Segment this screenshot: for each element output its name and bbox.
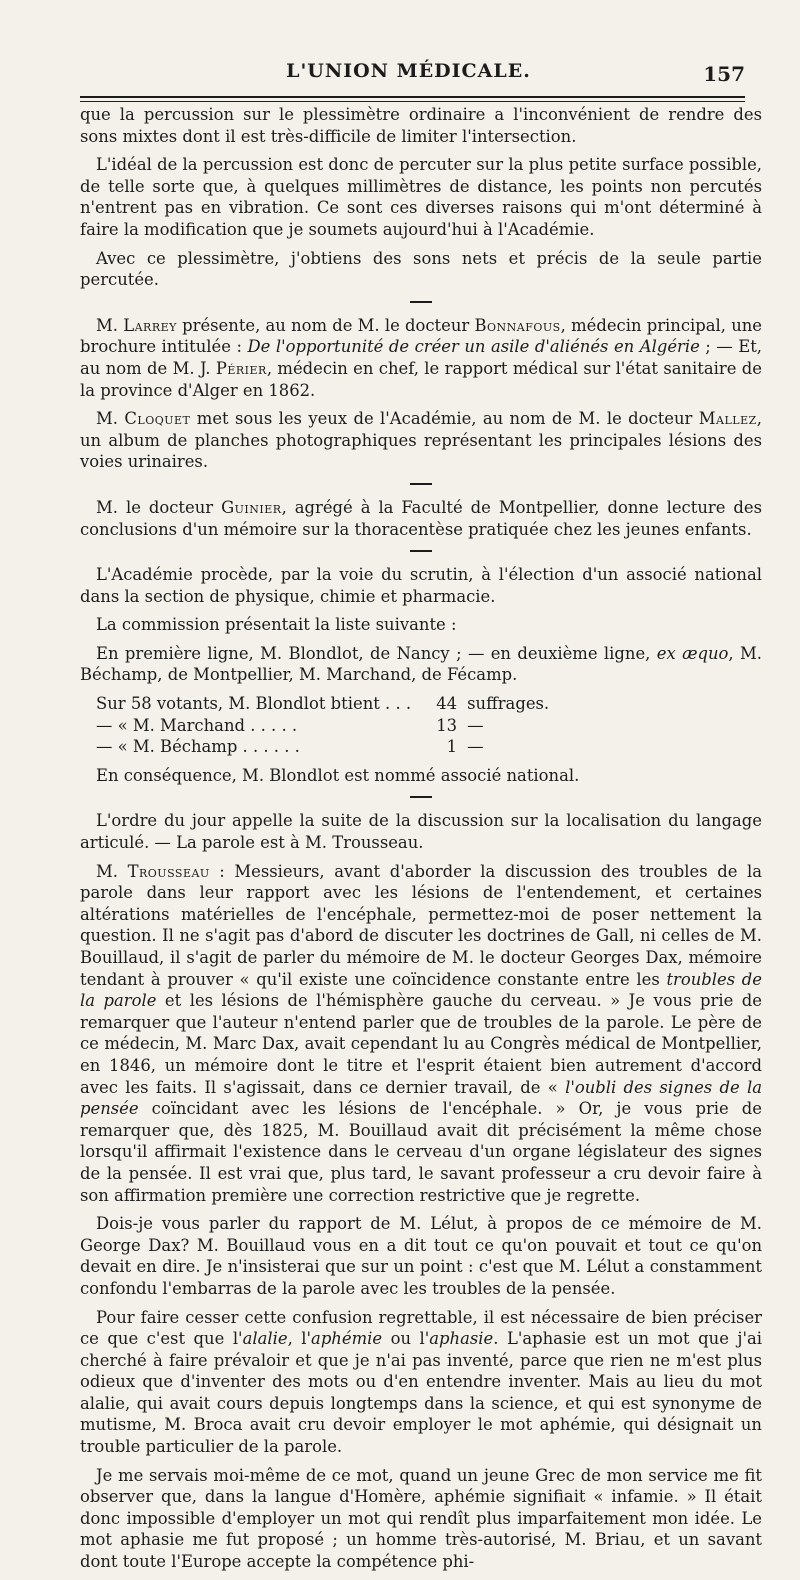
book-title: De l'opportunité de créer un asile d'aliénés en Algérie: [247, 337, 700, 357]
page-number: 157: [703, 62, 745, 86]
vote-unit: —: [467, 715, 484, 735]
person-name: Larrey: [123, 315, 177, 335]
table-row: [96, 736, 555, 758]
text: Pour faire cesser cette confusion regrettable, il est nécessaire de bien préciser ce que c'est que l': [80, 1307, 762, 1349]
paragraph: L'idéal de la percussion est donc de percuter sur la plus petite surface possible, de telle sorte que, à quelques millimètres de distance, les points non percutés n'entrent pas en vibration. Ce sont ces diverses raisons qui m'ont déterminé à faire la modification que je soumets aujourd'hui à l'Académie.: [80, 155, 762, 239]
vote-unit: —: [467, 737, 484, 757]
italic-phrase: troubles de la parole: [80, 969, 762, 1011]
text: , M. Béchamp, de Montpellier, M. Marchand, de Fécamp.: [80, 643, 762, 685]
article-body: [80, 104, 762, 1580]
text: ou l': [382, 1329, 430, 1349]
page-header: [72, 58, 745, 88]
text: M.: [96, 315, 124, 335]
text: M.: [96, 861, 128, 881]
text: , agrégé à la Faculté de Montpellier, donne lecture des conclusions d'un mémoire sur la thoracentèse pratiquée chez les jeunes enfants.: [80, 497, 762, 539]
paragraph-trousseau: [80, 861, 762, 1207]
text: , médecin en chef, le rapport médical sur l'état sanitaire de la province d'Alger en 1862.: [80, 358, 762, 400]
text: M. le docteur: [96, 497, 222, 517]
paragraph: Dois-je vous parler du rapport de M. Lélut, à propos de ce mémoire de M. George Dax? M. Bouillaud vous en a dit tout ce qu'on pouvait et tout ce qu'on devait en dire. Je n'insisterai que sur un point : c'est que M. Lélut a constamment confondu l'embarras de la parole avec les troubles de la pensée.: [80, 1214, 762, 1298]
vote-label: Sur 58 votants, M. Blondlot btient . . .: [96, 694, 412, 714]
text: présente, au nom de M. le docteur: [176, 315, 475, 335]
paragraph: Je me servais moi-même de ce mot, quand un jeune Grec de mon service me fit observer que, dans la langue d'Homère, aphémie signifiait « infamie. » Il était donc impossible d'employer un mot qui rendît plus imparfaitement mon idée. Le mot aphasie me fut proposé ; un homme très-autorisé, M. Briau, et un savant dont toute l'Europe accepte la compétence phi-: [80, 1465, 762, 1572]
paragraph: que la percussion sur le plessimètre ordinaire a l'inconvénient de rendre des sons mixtes dont il est très-difficile de limiter l'intersection.: [80, 105, 762, 146]
vote-count: 1: [446, 737, 458, 757]
text: M.: [96, 409, 125, 429]
header-rule: [80, 96, 745, 102]
person-name: Cloquet: [124, 409, 191, 429]
text: En première ligne, M. Blondlot, de Nancy ; — en deuxième ligne,: [96, 643, 657, 663]
paragraph: Avec ce plessimètre, j'obtiens des sons nets et précis de la seule partie percutée.: [80, 248, 762, 290]
person-name: Bonnafous: [474, 315, 561, 335]
vote-label: — « M. Béchamp . . . . . .: [96, 737, 300, 757]
text: et les lésions de l'hémisphère gauche du cerveau. » Je vous prie de remarquer que l'auteur n'entend parler que de troubles de la parole. Le père de ce médecin, M. Marc Dax, avait cependant lu au Congrès médical de Montpellier, en 1846, un mémoire dont le titre et l'esprit étaient bien autrement d'accord avec les faits. Il s'agissait, dans ce dernier travail, de «: [80, 991, 762, 1097]
paragraph: [80, 643, 762, 686]
paragraph-aphasie: [80, 1307, 762, 1458]
section-separator: [410, 483, 432, 485]
text: coïncidant avec les lésions de l'encéphale. » Or, je vous prie de remarquer que, dès 1825, M. Bouillaud avait dit précisément la même chose lorsqu'il affirmait l'existence dans le cerveau d'un organe législateur des signes de la pensée. Il est vrai que, plus tard, le savant professeur a cru devoir faire à son affirmation première une correction restrictive que je regrette.: [80, 1099, 762, 1205]
italic-term: alalie: [242, 1329, 288, 1349]
section-separator: [410, 796, 432, 798]
text: met sous les yeux de l'Académie, au nom de M. le docteur: [190, 409, 699, 429]
paragraph: L'Académie procède, par la voie du scrutin, à l'élection d'un associé national dans la section de physique, chimie et pharmacie.: [80, 565, 762, 606]
text: : Messieurs, avant d'aborder la discussion des troubles de la parole dans leur rapport avec les lésions de l'entendement, et certaines altérations matérielles de l'encéphale, permettez-moi de poser nettement la question. Il ne s'agit pas d'abord de discuter les doctrines de Gall, ni celles de M. Bouillaud, il s'agit de parler du mémoire de M. le docteur Georges Dax, mémoire tendant à prouver « qu'il existe une coïncidence constante entre les: [80, 861, 762, 989]
text: . L'aphasie est un mot que j'ai cherché à faire prévaloir et que je n'ai pas inventé, parce que rien ne m'est plus odieux que d'inventer des mots ou d'en entendre inventer. Mais au lieu du mot alalie, qui avait cours depuis longtemps dans la science, et qui est synonyme de mutisme, M. Broca avait cru devoir employer le mot aphémie, qui désignait un trouble particulier de la parole.: [80, 1329, 763, 1457]
text: , l': [287, 1329, 312, 1349]
person-name: Guinier: [221, 497, 282, 517]
text: , un album de planches photographiques représentant les principales lésions des voies urinaires.: [80, 409, 762, 472]
person-name: Trousseau: [127, 861, 210, 881]
paragraph: En conséquence, M. Blondlot est nommé associé national.: [96, 765, 580, 785]
vote-results-table: [96, 693, 555, 758]
vote-count: 44: [436, 694, 458, 714]
table-row: [96, 693, 555, 715]
running-title: L'UNION MÉDICALE.: [286, 60, 531, 82]
italic-term: aphémie: [311, 1329, 383, 1349]
person-name: Périer: [215, 358, 267, 378]
table-row: [96, 715, 555, 737]
italic-phrase: l'oubli des signes de la pensée: [80, 1077, 762, 1119]
section-separator: [410, 550, 432, 552]
section-separator: [410, 301, 432, 303]
text: , médecin principal, une brochure intitulée :: [80, 315, 763, 357]
paragraph-cloquet: [80, 408, 762, 473]
text: ; — Et, au nom de M. J.: [80, 337, 762, 378]
paragraph-guinier: [80, 497, 762, 540]
paragraph-larrey: [80, 315, 762, 401]
paragraph: La commission présentait la liste suivante :: [96, 615, 457, 635]
vote-count: 13: [436, 715, 458, 735]
paragraph: L'ordre du jour appelle la suite de la discussion sur la localisation du langage articulé. — La parole est à M. Trousseau.: [80, 811, 762, 853]
vote-label: — « M. Marchand . . . . .: [96, 715, 298, 735]
italic-term: aphasie: [429, 1329, 494, 1349]
latin-phrase: ex æquo: [656, 643, 729, 663]
person-name: Mallez: [698, 409, 757, 429]
vote-unit: suffrages.: [467, 694, 550, 714]
